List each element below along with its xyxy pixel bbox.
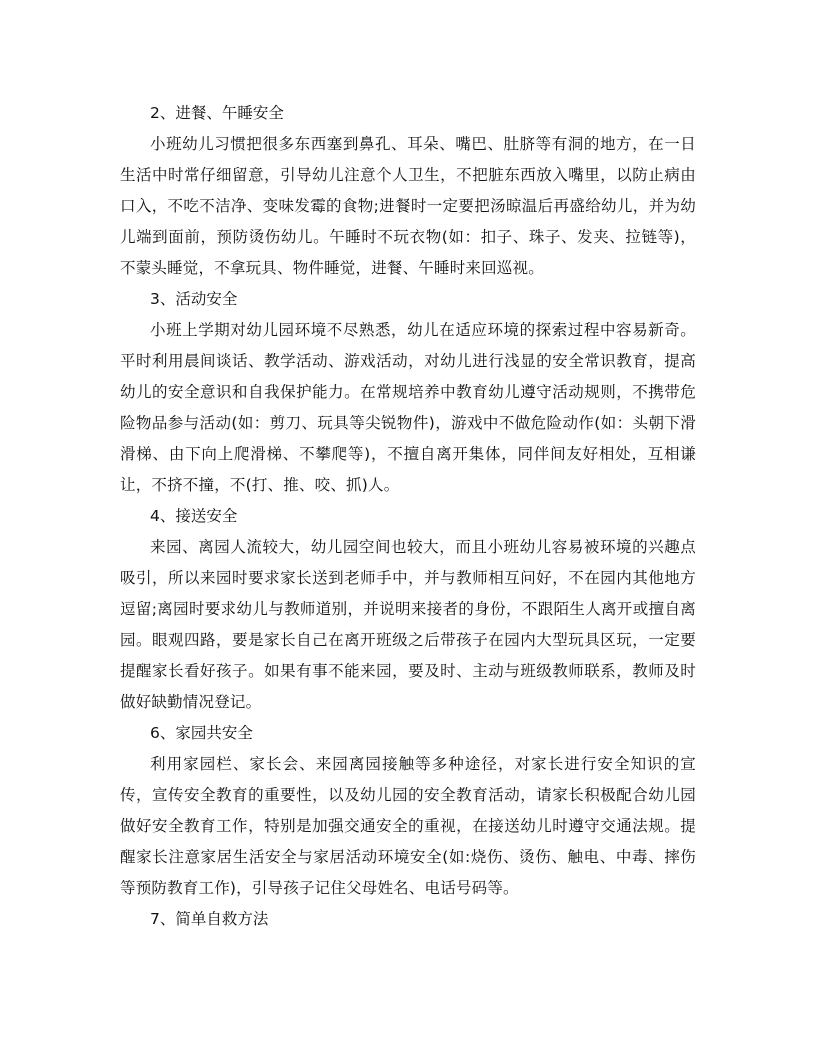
document-body xyxy=(120,98,696,935)
section-paragraph-home-school: 利用家园栏、家长会、来园离园接触等多种途径，对家长进行安全知识的宣传，宣传安全教育的重要性，以及幼儿园的安全教育活动，请家长积极配合幼儿园做好安全教育工作，特别是加强交通安全的重视，在接送幼儿时遵守交通法规。提醒家长注意家居生活安全与家居活动环境安全(如:烧伤、烫伤、触电、中毒、摔伤等预防教育工作)，引导孩子记住父母姓名、电话号码等。 xyxy=(120,755,696,897)
section-paragraph-pickup: 来园、离园人流较大，幼儿园空间也较大，而且小班幼儿容易被环境的兴趣点吸引，所以来园时要求家长送到老师手中，并与教师相互问好，不在园内其他地方逗留;离园时要求幼儿与教师道别，并说明来接者的身份，不跟陌生人离开或擅自离园。眼观四路，要是家长自己在离开班级之后带孩子在园内大型玩具区玩，一定要提醒家长看好孩子。如果有事不能来园，要及时、主动与班级教师联系，教师及时做好缺勤情况登记。 xyxy=(120,538,696,711)
section-heading-self-rescue: 7、简单自救方法 xyxy=(150,910,269,928)
section-heading-feeding-nap: 2、进餐、午睡安全 xyxy=(150,104,284,122)
section-heading-activity: 3、活动安全 xyxy=(150,290,238,308)
section-paragraph-feeding-nap: 小班幼儿习惯把很多东西塞到鼻孔、耳朵、嘴巴、肚脐等有洞的地方，在一日生活中时常仔细留意，引导幼儿注意个人卫生，不把脏东西放入嘴里，以防止病由口入，不吃不洁净、变味发霉的食物;进餐时一定要把汤晾温后再盛给幼儿，并为幼儿端到面前，预防烫伤幼儿。午睡时不玩衣物(如：扣子、珠子、发夹、拉链等)，不蒙头睡觉，不拿玩具、物件睡觉，进餐、午睡时来回巡视。 xyxy=(120,135,696,277)
section-heading-pickup: 4、接送安全 xyxy=(150,507,238,525)
section-paragraph-activity: 小班上学期对幼儿园环境不尽熟悉，幼儿在适应环境的探索过程中容易新奇。平时利用晨间谈话、教学活动、游戏活动，对幼儿进行浅显的安全常识教育，提高幼儿的安全意识和自我保护能力。在常规培养中教育幼儿遵守活动规则，不携带危险物品参与活动(如：剪刀、玩具等尖锐物件)，游戏中不做危险动作(如：头朝下滑滑梯、由下向上爬滑梯、不攀爬等)，不擅自离开集体，同伴间友好相处，互相谦让，不挤不撞，不(打、推、咬、抓)人。 xyxy=(120,321,696,494)
section-heading-home-school: 6、家园共安全 xyxy=(150,724,253,742)
